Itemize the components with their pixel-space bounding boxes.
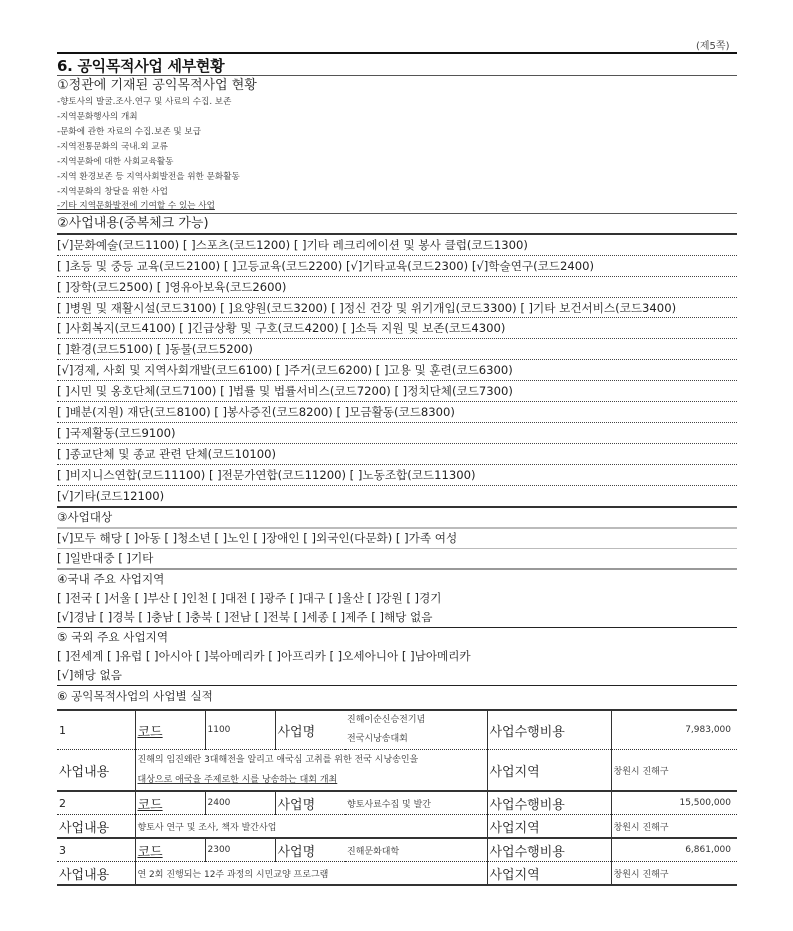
project-no: 1: [57, 710, 135, 750]
content-value: 향토사 연구 및 조사, 책자 발간사업: [135, 815, 487, 839]
option-row[interactable]: [ ]병원 및 재활시설(코드3100) [ ]요양원(코드3200) [ ]정신 건강 및 위기개입(코드3300) [ ]기타 보건서비스(코드3400): [57, 298, 737, 318]
cost-value: 15,500,000: [611, 791, 737, 815]
option-row[interactable]: [ ]시민 및 옹호단체(코드7100) [ ]법률 및 법률서비스(코드7200) [ ]정치단체(코드7300): [57, 381, 737, 402]
content-line: 대상으로 애국을 주제로한 시를 낭송하는 대회 개최: [137, 775, 338, 785]
list-item: -지역 환경보존 등 지역사회발전을 위한 문화활동: [57, 172, 240, 182]
option-row[interactable]: [√]경제, 사회 및 지역사회개발(코드6100) [ ]주거(코드6200) [ ]고용 및 훈련(코드6300): [57, 360, 737, 381]
name-value: 진해문화대학: [345, 838, 487, 862]
page-number: (제5쪽): [696, 41, 730, 52]
section-5-heading: ⑤ 국외 주요 사업지역: [57, 630, 169, 644]
name-label: 사업명: [275, 710, 345, 750]
name-line: 전국시낭송대회: [347, 734, 408, 744]
option-row[interactable]: [ ]배분(지원) 재단(코드8100) [ ]봉사증진(코드8200) [ ]모금활동(코드8300): [57, 402, 737, 423]
content-label: 사업내용: [57, 750, 135, 792]
region-label: 사업지역: [487, 815, 611, 839]
content-label: 사업내용: [57, 815, 135, 839]
section-1-heading: ①정관에 기재된 공익목적사업 현황: [57, 78, 257, 93]
option-row[interactable]: [ ]비지니스연합(코드11100) [ ]전문가연합(코드11200) [ ]노동조합(코드11300): [57, 465, 737, 486]
cost-value: 7,983,000: [611, 710, 737, 750]
table-row: [57, 750, 737, 792]
list-item: -지역문화의 창달을 위한 사업: [57, 187, 168, 197]
name-value: 향토사료수집 및 발간: [345, 791, 487, 815]
name-value: [345, 710, 487, 750]
section-2-heading: ②사업내용(중복체크 가능): [57, 216, 209, 231]
section-4-heading: ④국내 주요 사업지역: [57, 572, 165, 586]
cost-label: 사업수행비용: [487, 838, 611, 862]
name-label: 사업명: [275, 791, 345, 815]
section-1-list: [57, 95, 737, 213]
option-row[interactable]: [√]문화예술(코드1100) [ ]스포츠(코드1200) [ ]기타 레크리에이션 및 봉사 클럽(코드1300): [57, 235, 737, 256]
cost-label: 사업수행비용: [487, 791, 611, 815]
content-label: 사업내용: [57, 862, 135, 886]
list-item: -기타 지역문화발전에 기여할 수 있는 사업: [57, 201, 215, 211]
name-label: 사업명: [275, 838, 345, 862]
page-title: 6. 공익목적사업 세부현황: [57, 57, 225, 75]
option-row[interactable]: [√]기타(코드12100): [57, 489, 165, 503]
region-value: 창원시 진해구: [611, 815, 737, 839]
region-value: 창원시 진해구: [611, 862, 737, 886]
option-row[interactable]: [ ]전국 [ ]서울 [ ]부산 [ ]인천 [ ]대전 [ ]광주 [ ]대구 [ ]울산 [ ]강원 [ ]경기: [57, 591, 442, 605]
code-label: 코드: [135, 838, 205, 862]
region-value: 창원시 진해구: [611, 750, 737, 792]
option-row[interactable]: [√]경남 [ ]경북 [ ]충남 [ ]충북 [ ]전남 [ ]전북 [ ]세종 [ ]제주 [ ]해당 없음: [57, 610, 433, 624]
code-value: 2400: [205, 791, 275, 815]
section-3-heading: ③사업대상: [57, 510, 113, 524]
section-6-heading: ⑥ 공익목적사업의 사업별 실적: [57, 689, 213, 703]
option-row[interactable]: [ ]종교단체 및 종교 관련 단체(코드10100): [57, 444, 737, 465]
project-no: 3: [57, 838, 135, 862]
document-body: [57, 76, 737, 886]
option-row[interactable]: [ ]사회복지(코드4100) [ ]긴급상황 및 구호(코드4200) [ ]소득 지원 및 보존(코드4300): [57, 318, 737, 339]
project-no: 2: [57, 791, 135, 815]
table-row: [57, 791, 737, 815]
option-row[interactable]: [ ]장학(코드2500) [ ]영유아보육(코드2600): [57, 277, 737, 298]
option-row[interactable]: [√]모두 해당 [ ]아동 [ ]청소년 [ ]노인 [ ]장애인 [ ]외국인(다문화) [ ]가족 여성: [57, 531, 458, 545]
list-item: -문화에 관한 자료의 수집.보존 및 보급: [57, 127, 202, 137]
list-item: -지역전통문화의 국내.외 교류: [57, 142, 168, 152]
table-row: [57, 815, 737, 839]
option-row[interactable]: [ ]초등 및 중등 교육(코드2100) [ ]고등교육(코드2200) [√]기타교육(코드2300) [√]학술연구(코드2400): [57, 256, 737, 277]
option-row[interactable]: [ ]환경(코드5100) [ ]동물(코드5200): [57, 339, 737, 360]
performance-table: [57, 709, 737, 886]
table-row: [57, 862, 737, 886]
code-label: 코드: [135, 710, 205, 750]
table-row: [57, 838, 737, 862]
option-row[interactable]: [ ]전세계 [ ]유럽 [ ]아시아 [ ]북아메리카 [ ]아프리카 [ ]오세아니아 [ ]남아메리카: [57, 649, 471, 663]
table-row: [57, 710, 737, 750]
cost-label: 사업수행비용: [487, 710, 611, 750]
region-label: 사업지역: [487, 750, 611, 792]
name-line: 진해이순신승전기념: [347, 715, 426, 725]
option-row[interactable]: [√]해당 없음: [57, 668, 122, 682]
list-item: -향토사의 발굴.조사.연구 및 사료의 수집. 보존: [57, 97, 232, 107]
top-rule: [57, 52, 737, 54]
code-label: 코드: [135, 791, 205, 815]
region-label: 사업지역: [487, 862, 611, 886]
list-item: -지역문화에 대한 사회교육활동: [57, 157, 174, 167]
content-value: [135, 750, 487, 792]
option-row[interactable]: [ ]일반대중 [ ]기타: [57, 551, 154, 565]
cost-value: 6,861,000: [611, 838, 737, 862]
option-row[interactable]: [ ]국제활동(코드9100): [57, 423, 737, 444]
content-value: 연 2회 진행되는 12주 과정의 시민교양 프로그램: [135, 862, 487, 886]
list-item: -지역문화행사의 개최: [57, 112, 138, 122]
code-value: 2300: [205, 838, 275, 862]
code-value: 1100: [205, 710, 275, 750]
content-line: 진해의 임진왜란 3대해전을 알리고 애국심 고취를 위한 전국 시낭송인을: [137, 755, 419, 765]
